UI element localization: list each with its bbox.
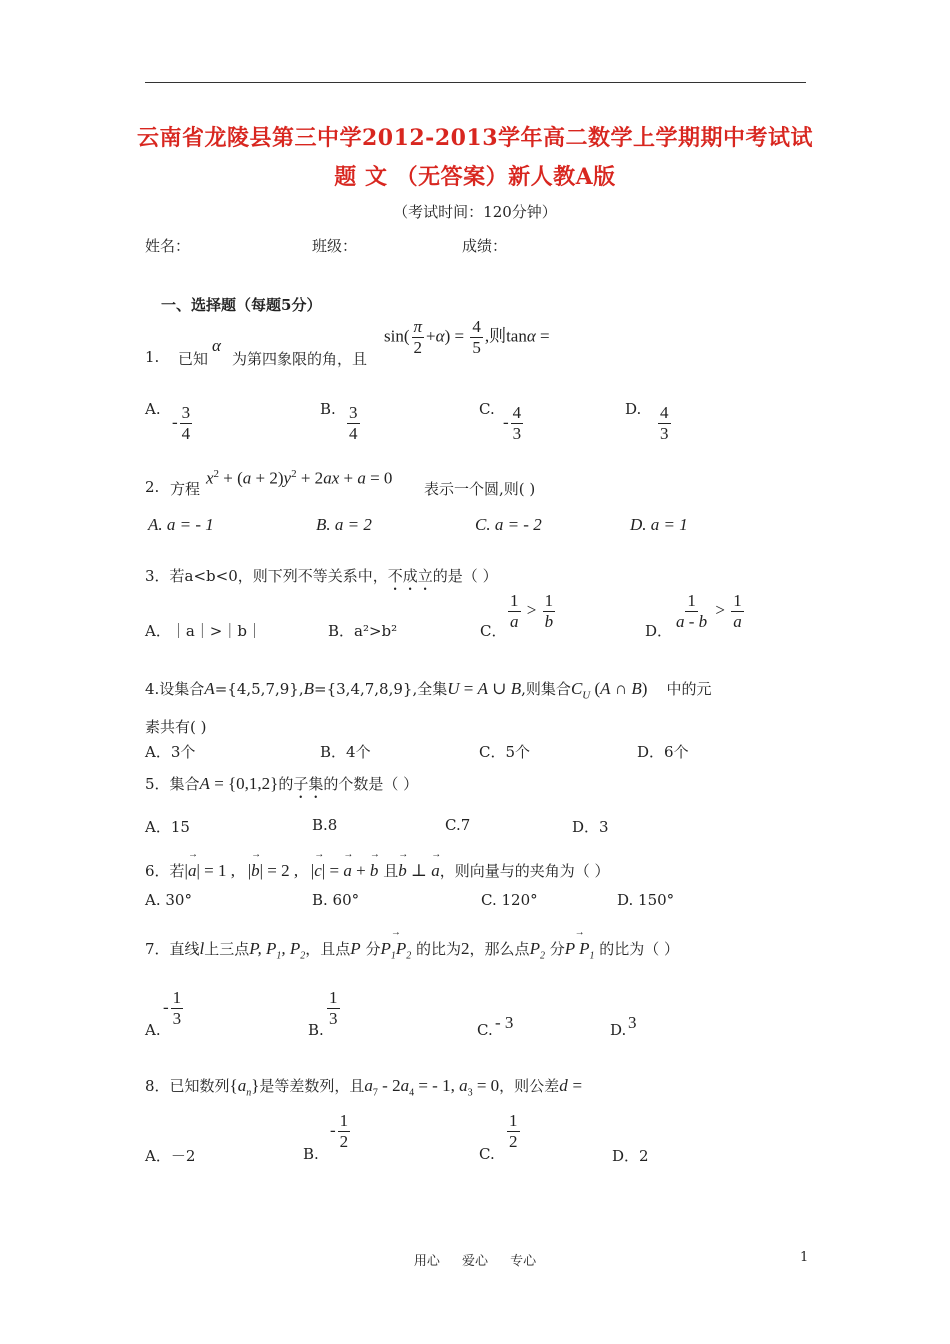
q8-option-a: A．－2 [145, 1147, 196, 1165]
q6-option-c: C. 120° [481, 891, 538, 909]
q6-option-d: D. 150° [617, 891, 675, 909]
q3-option-c-expr: $\frac{1}{a}$ > $\frac{1}{b}$ [510, 591, 554, 631]
q7-option-b-label: B. [308, 1021, 324, 1039]
q2-equation: $x^2 + (a + 2)y^2 + 2ax + a = 0$ [206, 468, 393, 488]
page-number: 1 [800, 1250, 809, 1265]
q5-text: 5．集合A = {0,1,2}的子集的个数是（ ） [145, 774, 419, 793]
q8-answer-b: - $\frac{1}{2}$ [330, 1111, 349, 1151]
title-line-2: 题 文 （无答案）新人教A版 [334, 164, 616, 190]
footer-text: 用心 爱心 专心 [413, 1254, 537, 1269]
q2-option-d: D. a = 1 [630, 515, 688, 534]
q1-option-a: A. [145, 400, 161, 418]
q8-option-d: D．2 [612, 1147, 649, 1165]
q7-option-a-label: A. [145, 1021, 161, 1039]
q4-line-2: 素共有( ) [145, 718, 207, 736]
q1-answer-a: - $\frac{3}{4}$ [172, 403, 191, 443]
q1-option-c: C. [479, 400, 495, 418]
q1-text-b: 为第四象限的角，且 [232, 350, 368, 368]
q2-option-c: C. a = - 2 [475, 515, 542, 534]
q6-option-a: A. 30° [145, 891, 192, 909]
q7-answer-c: - 3 [495, 1013, 514, 1032]
q8-option-b-label: B. [303, 1145, 319, 1163]
q7-text: 7．直线l上三点P, $P_1$, $P_2$，且点P 分→ $P_1P_2$ 的比为2，那么点$P_2$ 分→ P $P_1$ 的比为（ ） [145, 938, 679, 961]
q4-option-b: B．4个 [320, 743, 371, 761]
q4-option-c: C．5个 [479, 743, 531, 761]
q6-option-b: B. 60° [312, 891, 360, 909]
title-line-1: 云南省龙陵县第三中学2012-2013学年高二数学上学期期中考试试 [136, 125, 814, 151]
q6-text: 6．若|→ a| = 1 , |→ b| = 2 , |→ c| = → a + → b 且→ b ⊥ → a，则向量与的夹角为（ ） [145, 860, 609, 881]
q7-answer-a: - $\frac{1}{3}$ [163, 988, 182, 1028]
q4-line-1: 4.设集合A={4,5,7,9},B={3,4,7,8,9},全集U = A ∪ B,则集合$C_U$ (A ∩ B) 中的元 [145, 679, 712, 702]
q8-option-c-label: C. [479, 1145, 495, 1163]
q1-formula: sin( $\frac{\pi}{2}$ +α) = $\frac{4}{5}$ ,则tanα = [384, 317, 550, 357]
q4-option-a: A．3个 [145, 743, 196, 761]
q7-answer-d: 3 [628, 1013, 637, 1032]
q1-alpha: α [212, 336, 221, 355]
q5-option-a: A．15 [145, 818, 190, 836]
q3-option-a: A．｜a｜>｜b｜ [145, 622, 262, 640]
q3-option-c-label: C． [480, 622, 507, 640]
q1-option-d: D. [625, 400, 642, 418]
q3-option-d-expr: $\frac{1}{a - b}$ > $\frac{1}{a}$ [676, 591, 742, 631]
q3-option-d-label: D． [645, 622, 673, 640]
q1-answer-d: $\frac{4}{3}$ [660, 403, 669, 443]
q5-option-c: C.7 [445, 816, 471, 834]
header-rule [145, 82, 806, 83]
q1-option-b: B. [320, 400, 336, 418]
q2-option-a: A. a = - 1 [148, 515, 214, 534]
q1-text-a: 已知 [178, 350, 209, 368]
q4-option-d: D．6个 [637, 743, 689, 761]
q1-number: 1. [145, 348, 160, 366]
q8-text: 8．已知数列$\{a_n\}$是等差数列，且$a_7 - 2a_4$ = - 1, $a_3 = 0$，则公差d = [145, 1076, 583, 1099]
q1-answer-b: $\frac{3}{4}$ [349, 403, 358, 443]
q2-option-b: B. a = 2 [316, 515, 372, 534]
class-label: 班级： [312, 237, 358, 255]
exam-time: （考试时间：120分钟） [393, 203, 557, 221]
q5-option-b: B.8 [312, 816, 338, 834]
q3-option-b: B．a²>b² [328, 622, 398, 640]
q2-text-b: 表示一个圆,则( ) [424, 480, 536, 498]
q7-option-c-label: C. [477, 1021, 493, 1039]
q2-number: 2. [145, 478, 160, 496]
q5-option-d: D．3 [572, 818, 609, 836]
q3-text: 3．若a<b<0，则下列不等关系中，不成立的是（ ） [145, 567, 498, 585]
q7-option-d-label: D. [610, 1021, 627, 1039]
q1-answer-c: - $\frac{4}{3}$ [503, 403, 522, 443]
name-label: 姓名： [145, 237, 191, 255]
score-label: 成绩： [462, 237, 508, 255]
q2-text-a: 方程 [170, 480, 201, 498]
q7-answer-b: $\frac{1}{3}$ [329, 988, 338, 1028]
section-heading: 一、选择题（每题5分） [161, 296, 322, 314]
q8-answer-c: $\frac{1}{2}$ [509, 1111, 518, 1151]
